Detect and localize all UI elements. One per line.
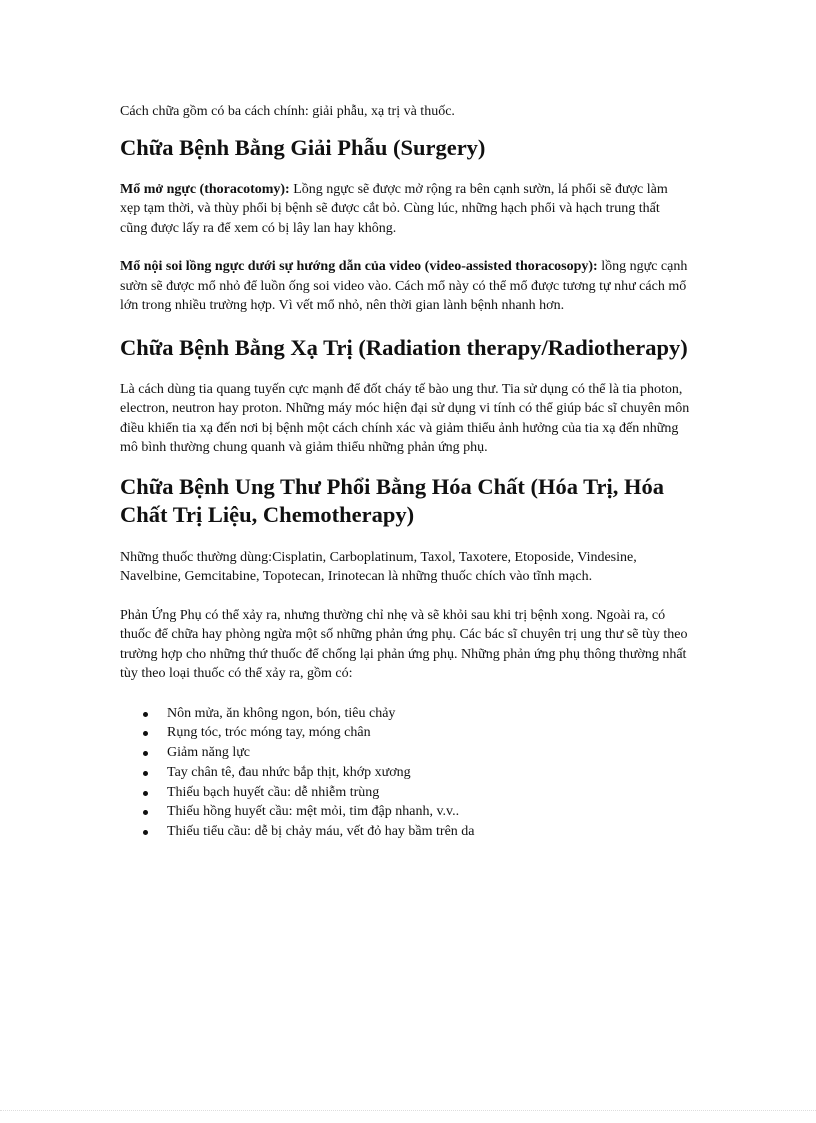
side-effects-list [120, 704, 690, 843]
list-item-text: Tay chân tê, đau nhức bắp thịt, khớp xương [167, 764, 411, 780]
list-item-text: Giảm năng lực [167, 745, 251, 761]
side-effects-paragraph: Phản Ứng Phụ có thể xảy ra, nhưng thường chỉ nhẹ và sẽ khỏi sau khi trị bệnh xong. Ngoài ra, có thuốc để chữa hay phòng ngừa một số những phản ứng phụ. Các bác sĩ chuyên trị ung thư sẽ tùy theo trường hợp cho những thứ thuốc để chống lại phản ứng phụ. Những phản ứng phụ thông thường nhất tùy theo loại thuốc có thể xảy ra, gồm có: [120, 607, 688, 681]
thoracotomy-lead: Mổ mở ngực (thoracotomy): [120, 181, 290, 197]
list-item [120, 783, 690, 803]
list-item-text: Nôn mửa, ăn không ngon, bón, tiêu chảy [167, 705, 396, 721]
chemo-drugs-paragraph: Những thuốc thường dùng:Cisplatin, Carboplatinum, Taxol, Taxotere, Etoposide, Vindesine, Navelbine, Gemcitabine, Topotecan, Irinotecan là những thuốc chích vào tĩnh mạch. [120, 549, 637, 584]
bullet-icon [143, 751, 148, 756]
heading-chemotherapy: Chữa Bệnh Ung Thư Phổi Bằng Hóa Chất (Hóa Trị, Hóa Chất Trị Liệu, Chemotherapy) [120, 473, 664, 527]
vats-lead: Mổ nội soi lồng ngực dưới sự hướng dẫn của video (video-assisted thoracosopy): [120, 259, 598, 274]
list-item [120, 802, 690, 822]
thoracotomy-text: Lồng ngực sẽ được mở rộng ra bên cạnh sườn, lá phổi sẽ được làm xẹp tạm thời, và thùy phổi bị bệnh sẽ được cắt bỏ. Cùng lúc, những hạch phổi và hạch trung thất cũng được lấy ra để xem có bị lây lan hay không. [120, 181, 668, 236]
radiation-paragraph: Là cách dùng tia quang tuyến cực mạnh để đốt cháy tế bào ung thư. Tia sử dụng có thể là tia photon, electron, neutron hay proton. Những máy móc hiện đại sử dụng vi tính có thể giúp bác sĩ chuyên môn điều khiển tia xạ đến nơi bị bệnh một cách chính xác và giảm thiểu ảnh hưởng của tia xạ đến những mô bình thường chung quanh và giảm thiểu những phản ứng phụ. [120, 381, 690, 455]
list-item [120, 822, 690, 842]
bullet-icon [143, 830, 148, 835]
bullet-icon [143, 810, 148, 815]
list-item-text: Thiếu tiểu cầu: dễ bị chảy máu, vết đỏ hay bầm trên da [167, 824, 475, 840]
list-item [120, 763, 690, 783]
heading-radiation: Chữa Bệnh Bằng Xạ Trị (Radiation therapy/Radiotherapy) [120, 334, 688, 360]
list-item-text: Thiếu hồng huyết cầu: mệt mỏi, tim đập nhanh, v.v.. [167, 804, 460, 820]
bullet-icon [143, 771, 148, 776]
list-item [120, 704, 690, 724]
list-item-text: Thiếu bạch huyết cầu: dễ nhiễm trùng [167, 784, 380, 800]
bullet-icon [143, 712, 148, 717]
bullet-icon [143, 791, 148, 796]
intro-paragraph: Cách chữa gồm có ba cách chính: giải phẫu, xạ trị và thuốc. [120, 104, 455, 119]
heading-surgery: Chữa Bệnh Bằng Giải Phẫu (Surgery) [120, 134, 486, 160]
page-bottom-divider [0, 1110, 816, 1111]
vats-text: lồng ngực cạnh sườn sẽ được mổ nhỏ để luồn ống soi video vào. Cách mổ này có thể mổ được tương tự như cách mổ lớn trong nhiều trường hợp. Vì vết mổ nhỏ, nên thời gian lành bệnh nhanh hơn. [120, 259, 688, 313]
thoracotomy-paragraph [120, 180, 690, 239]
document-body [120, 102, 690, 842]
vats-paragraph [120, 257, 690, 316]
list-item [120, 723, 690, 743]
list-item-text: Rụng tóc, tróc móng tay, móng chân [167, 725, 371, 741]
list-item [120, 743, 690, 763]
bullet-icon [143, 731, 148, 736]
